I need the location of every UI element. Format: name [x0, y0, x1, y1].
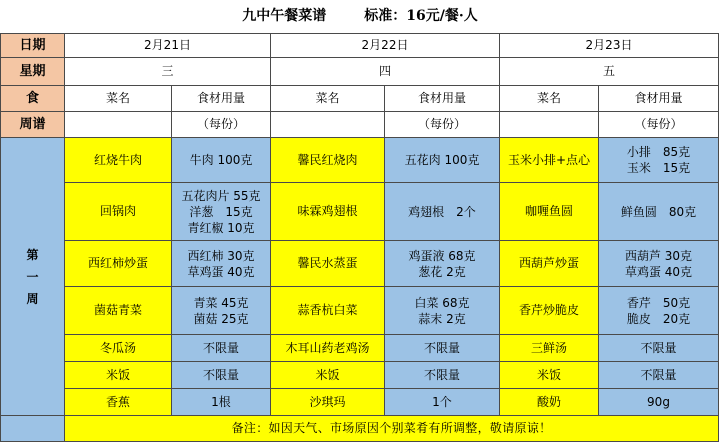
ingredient-line: 不限量	[640, 341, 677, 355]
ingredient-cell	[599, 241, 719, 287]
ingredient-cell	[385, 362, 500, 389]
ingredient-line: 白菜 68克	[414, 295, 470, 310]
ingredient-cell	[385, 389, 500, 416]
menu-title-main: 九中午餐菜谱	[242, 8, 327, 24]
ingredient-cell	[385, 335, 500, 362]
ingredient-line: 不限量	[423, 368, 460, 382]
weekday-cell: 四	[271, 58, 500, 86]
ingredient-column-header: 食材用量	[172, 86, 271, 112]
ingredient-column-header: 食材用量	[385, 86, 500, 112]
dish-column-header: 菜名	[65, 86, 172, 112]
dish-cell: 三鲜汤	[500, 335, 599, 362]
dish-cell: 回锅肉	[65, 183, 172, 241]
ingredient-line: 脆皮 20克	[626, 311, 691, 326]
price-standard: 标准：16元/餐·人	[364, 8, 478, 24]
ingredient-line: 香芹 50克	[626, 295, 691, 310]
per-serving-label: （每份）	[385, 112, 500, 138]
ingredient-line: 鸡蛋液 68克	[408, 248, 476, 263]
dish-cell: 西葫芦炒蛋	[500, 241, 599, 287]
ingredient-cell	[599, 389, 719, 416]
week-label-char: 一	[26, 269, 39, 284]
dish-cell: 馨民红烧肉	[271, 138, 385, 183]
dish-cell: 米饭	[271, 362, 385, 389]
ingredient-cell	[172, 241, 271, 287]
dish-cell: 香蕉	[65, 389, 172, 416]
dish-cell: 馨民水蒸蛋	[271, 241, 385, 287]
ingredient-line: 鲜鱼圆 80克	[620, 204, 697, 219]
food-header: 食	[1, 86, 65, 112]
weekday-cell: 三	[65, 58, 271, 86]
ingredient-cell	[599, 362, 719, 389]
ingredient-line: 五花肉 100克	[404, 153, 480, 167]
ingredient-line: 1根	[211, 395, 231, 409]
note-text: 备注：如因天气、市场原因个别菜肴有所调整，敬请原谅！	[65, 416, 719, 442]
menu-header: 周谱	[1, 112, 65, 138]
week-label	[1, 138, 65, 416]
week-label-char: 周	[26, 291, 39, 306]
ingredient-line: 葱花 2克	[418, 264, 466, 279]
menu-row	[1, 335, 719, 362]
ingredient-line: 牛肉 100克	[189, 153, 253, 167]
menu-row	[1, 183, 719, 241]
ingredient-line: 不限量	[423, 341, 460, 355]
dish-cell: 玉米小排+点心	[500, 138, 599, 183]
ingredient-line: 草鸡蛋 40克	[187, 264, 255, 279]
ingredient-column-header: 食材用量	[599, 86, 719, 112]
dish-cell: 红烧牛肉	[65, 138, 172, 183]
dish-cell: 木耳山药老鸡汤	[271, 335, 385, 362]
menu-title	[0, 0, 720, 30]
ingredient-line: 小排 85克	[626, 145, 691, 159]
dish-cell: 蒜香杭白菜	[271, 287, 385, 335]
ingredient-line: 西葫芦 30克	[624, 248, 693, 263]
ingredient-line: 不限量	[202, 341, 239, 355]
ingredient-cell	[385, 138, 500, 183]
dish-cell: 咖喱鱼圆	[500, 183, 599, 241]
ingredient-line: 青红椒 10克	[187, 220, 255, 235]
column-header-row	[1, 86, 719, 112]
ingredient-line: 草鸡蛋 40克	[624, 264, 693, 279]
ingredient-cell	[599, 183, 719, 241]
per-serving-row	[1, 112, 719, 138]
ingredient-line: 蒜末 2克	[418, 311, 466, 326]
ingredient-line: 五花肉片 55克	[181, 188, 261, 203]
ingredient-cell	[385, 183, 500, 241]
dish-cell: 香芹炒脆皮	[500, 287, 599, 335]
per-serving-label: （每份）	[599, 112, 719, 138]
weekday-row	[1, 58, 719, 86]
ingredient-cell	[172, 389, 271, 416]
ingredient-line: 洋葱 15克	[189, 204, 253, 219]
dish-cell: 冬瓜汤	[65, 335, 172, 362]
dish-cell: 沙琪玛	[271, 389, 385, 416]
ingredient-cell	[599, 138, 719, 183]
ingredient-line: 菌菇 25克	[193, 311, 249, 326]
dish-cell: 米饭	[65, 362, 172, 389]
dish-cell: 西红柿炒蛋	[65, 241, 172, 287]
dish-cell: 米饭	[500, 362, 599, 389]
dish-column-header: 菜名	[271, 86, 385, 112]
ingredient-cell	[172, 183, 271, 241]
date-cell: 2月23日	[500, 34, 719, 58]
dish-column-header: 菜名	[500, 86, 599, 112]
weekday-cell: 五	[500, 58, 719, 86]
week-label-char: 第	[26, 247, 39, 262]
ingredient-line: 西红柿 30克	[187, 248, 255, 263]
ingredient-line: 不限量	[640, 368, 677, 382]
note-row	[1, 416, 719, 442]
date-cell: 2月21日	[65, 34, 271, 58]
ingredient-line: 玉米 15克	[626, 161, 691, 175]
date-row	[1, 34, 719, 58]
menu-row	[1, 138, 719, 183]
ingredient-cell	[172, 362, 271, 389]
ingredient-line: 90g	[647, 395, 670, 409]
menu-row	[1, 241, 719, 287]
date-header: 日期	[1, 34, 65, 58]
weekday-header: 星期	[1, 58, 65, 86]
ingredient-cell	[172, 335, 271, 362]
ingredient-line: 鸡翅根 2个	[408, 204, 476, 219]
ingredient-cell	[172, 138, 271, 183]
ingredient-line: 1个	[432, 395, 452, 409]
ingredient-cell	[172, 287, 271, 335]
ingredient-cell	[599, 287, 719, 335]
ingredient-cell	[599, 335, 719, 362]
date-cell: 2月22日	[271, 34, 500, 58]
ingredient-line: 不限量	[202, 368, 239, 382]
menu-table	[0, 33, 719, 442]
dish-cell: 味霖鸡翅根	[271, 183, 385, 241]
menu-row	[1, 362, 719, 389]
ingredient-line: 青菜 45克	[193, 295, 249, 310]
dish-cell: 酸奶	[500, 389, 599, 416]
dish-cell: 菌菇青菜	[65, 287, 172, 335]
ingredient-cell	[385, 241, 500, 287]
menu-row	[1, 287, 719, 335]
per-serving-label: （每份）	[172, 112, 271, 138]
menu-row	[1, 389, 719, 416]
ingredient-cell	[385, 287, 500, 335]
